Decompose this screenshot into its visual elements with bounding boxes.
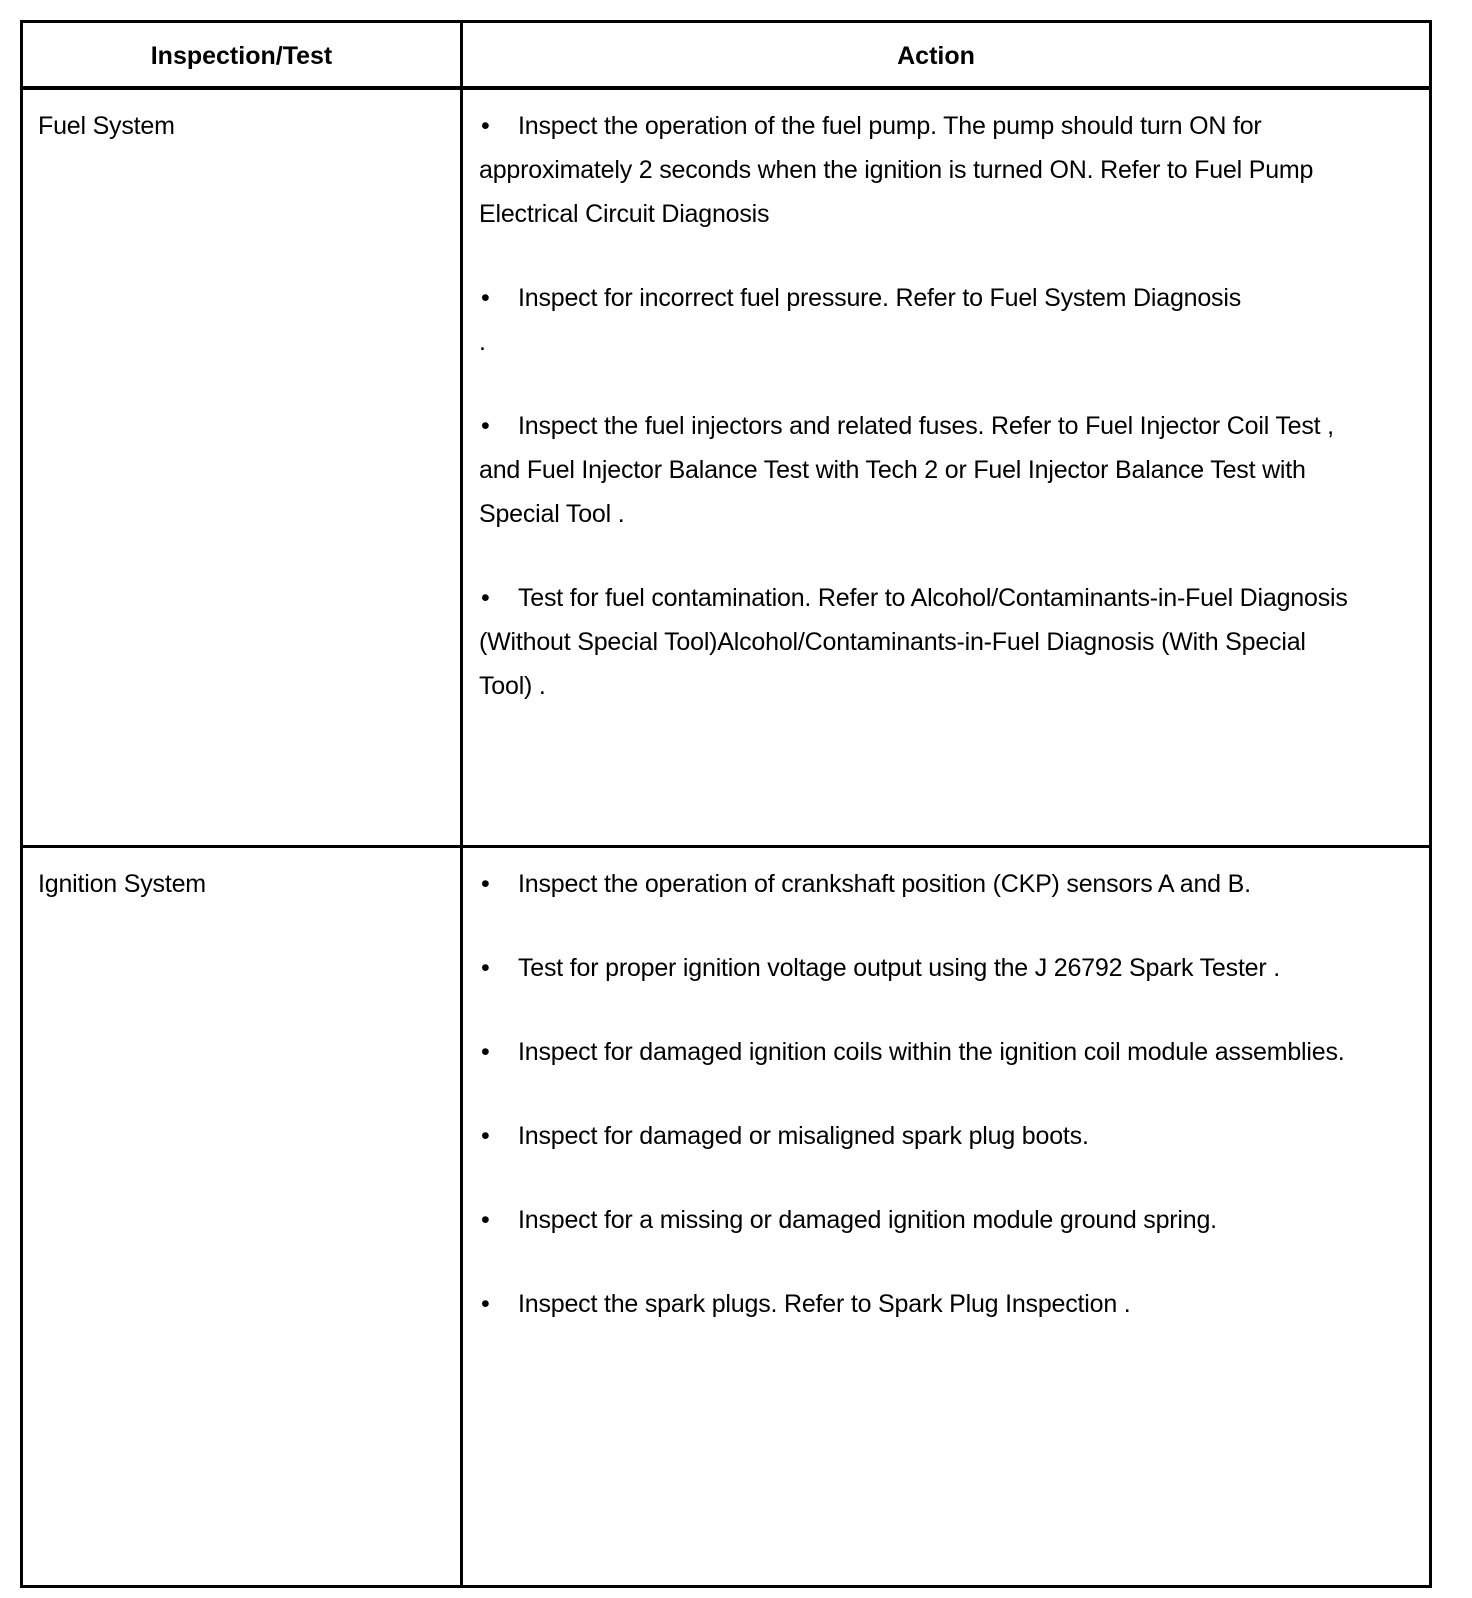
list-item	[479, 276, 1359, 364]
list-item	[479, 1114, 1359, 1158]
action-text: Inspect the spark plugs. Refer to Spark Plug Inspection .	[518, 1290, 1131, 1318]
action-text: Inspect for damaged ignition coils within the ignition coil module assemblies.	[518, 1038, 1345, 1066]
trailing-dot: .	[479, 328, 486, 356]
bullet-icon: •	[481, 1122, 490, 1150]
action-text: Inspect the fuel injectors and related fuses. Refer to Fuel Injector Coil Test , and Fuel Injector Balance Test with Tech 2 or Fuel Injector Balance Test with Special Tool .	[479, 412, 1334, 528]
row-ignition-system-label: Ignition System	[38, 870, 206, 898]
list-item	[479, 1198, 1359, 1242]
list-item	[479, 404, 1359, 536]
action-text: Test for proper ignition voltage output using the J 26792 Spark Tester .	[518, 954, 1281, 982]
list-item	[479, 946, 1359, 990]
bullet-icon: •	[481, 1038, 490, 1066]
ignition-system-actions	[479, 862, 1359, 1366]
header-action: Action	[897, 42, 975, 70]
bullet-icon: •	[481, 412, 490, 440]
row-divider	[20, 845, 1432, 848]
bullet-icon: •	[481, 284, 490, 312]
list-item	[479, 1030, 1359, 1074]
column-divider	[460, 20, 463, 1588]
action-text: Test for fuel contamination. Refer to Alcohol/Contaminants-in-Fuel Diagnosis (Without Special Tool)Alcohol/Contaminants-in-Fuel Diagnosis (With Special Tool) .	[479, 584, 1348, 700]
list-item	[479, 1282, 1359, 1326]
action-text: Inspect for damaged or misaligned spark plug boots.	[518, 1122, 1089, 1150]
action-text: Inspect for incorrect fuel pressure. Refer to Fuel System Diagnosis	[518, 284, 1242, 312]
list-item	[479, 862, 1359, 906]
list-item	[479, 576, 1359, 708]
header-inspection-test: Inspection/Test	[150, 42, 333, 70]
fuel-system-actions	[479, 104, 1359, 748]
action-text: Inspect the operation of the fuel pump. The pump should turn ON for approximately 2 seconds when the ignition is turned ON. Refer to Fuel Pump Electrical Circuit Diagnosis	[479, 112, 1314, 228]
bullet-icon: •	[481, 1290, 490, 1318]
bullet-icon: •	[481, 1206, 490, 1234]
row-fuel-system-label: Fuel System	[38, 112, 175, 140]
bullet-icon: •	[481, 954, 490, 982]
action-text: Inspect for a missing or damaged ignition module ground spring.	[518, 1206, 1217, 1234]
bullet-icon: •	[481, 112, 490, 140]
list-item	[479, 104, 1359, 236]
header-divider	[20, 86, 1432, 90]
bullet-icon: •	[481, 584, 490, 612]
bullet-icon: •	[481, 870, 490, 898]
action-text: Inspect the operation of crankshaft position (CKP) sensors A and B.	[518, 870, 1251, 898]
